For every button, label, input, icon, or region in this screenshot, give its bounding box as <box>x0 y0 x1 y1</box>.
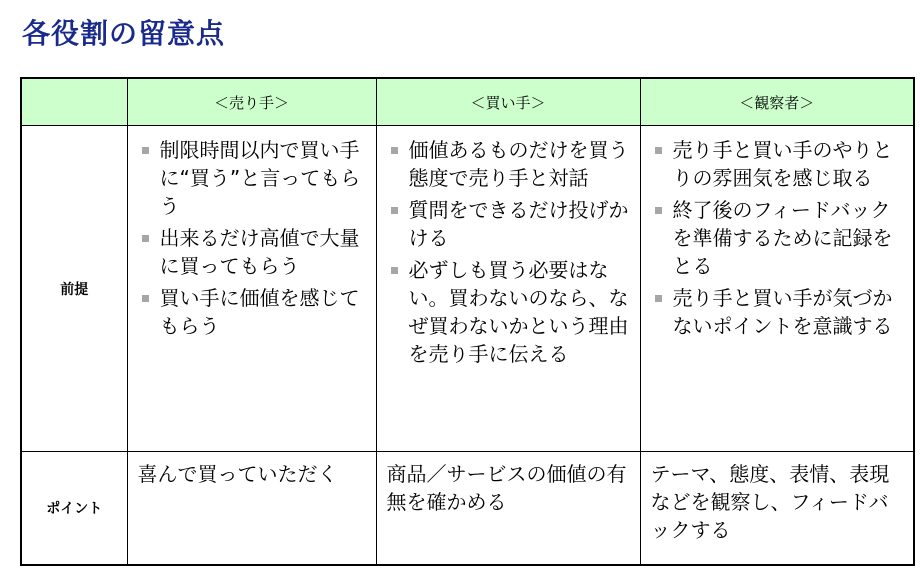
list-item-text: 売り手と買い手が気づかないポイントを意識する <box>672 286 893 338</box>
cell-observer-point <box>640 452 914 566</box>
list-item <box>653 284 908 340</box>
list-item <box>389 196 634 252</box>
roles-table <box>20 77 915 566</box>
row-label-point: ポイント <box>21 452 127 566</box>
cell-text: 喜んで買っていただく <box>137 462 338 486</box>
list-item-text: 出来るだけ高値で大量に買ってもらう <box>159 226 360 278</box>
list-item <box>140 136 370 220</box>
bullet-list <box>377 136 640 368</box>
square-bullet-icon <box>655 295 662 302</box>
list-item-text: 買い手に価値を感じてもらう <box>159 286 360 338</box>
list-item <box>389 136 634 192</box>
bullet-list <box>128 136 376 340</box>
bullet-list <box>641 136 914 340</box>
list-item <box>653 196 908 280</box>
list-item-text: 質問をできるだけ投げかける <box>408 198 629 250</box>
square-bullet-icon <box>655 207 662 214</box>
square-bullet-icon <box>142 235 149 242</box>
square-bullet-icon <box>655 147 662 154</box>
table-row <box>21 126 914 452</box>
list-item <box>389 256 634 368</box>
list-item-text: 必ずしも買う必要はない。買わないのなら、なぜ買わないかという理由を売り手に伝える <box>408 258 629 366</box>
cell-text: 商品／サービスの価値の有無を確かめる <box>386 462 627 514</box>
cell-text: テーマ、態度、表情、表現などを観察し、フィードバックする <box>650 462 890 542</box>
cell-buyer-point <box>376 452 640 566</box>
header-cell-empty <box>21 78 127 126</box>
list-item-text: 終了後のフィードバックを準備するために記録をとる <box>672 198 893 278</box>
table-header-row <box>21 78 914 126</box>
cell-seller-premise <box>127 126 376 452</box>
cell-buyer-premise <box>376 126 640 452</box>
square-bullet-icon <box>142 147 149 154</box>
table-row <box>21 452 914 566</box>
square-bullet-icon <box>142 295 149 302</box>
square-bullet-icon <box>391 267 398 274</box>
square-bullet-icon <box>391 207 398 214</box>
list-item-text: 売り手と買い手のやりとりの雰囲気を感じ取る <box>672 138 893 190</box>
row-label-premise: 前提 <box>21 126 127 452</box>
square-bullet-icon <box>391 147 398 154</box>
list-item <box>653 136 908 192</box>
header-cell-observer: ＜観察者＞ <box>640 78 914 126</box>
cell-seller-point <box>127 452 376 566</box>
list-item-text: 制限時間以内で買い手に“買う”と言ってもらう <box>159 138 361 218</box>
list-item <box>140 284 370 340</box>
cell-observer-premise <box>640 126 914 452</box>
list-item <box>140 224 370 280</box>
list-item-text: 価値あるものだけを買う態度で売り手と対話 <box>408 138 629 190</box>
header-cell-buyer: ＜買い手＞ <box>376 78 640 126</box>
page-title: 各役割の留意点 <box>22 17 226 50</box>
header-cell-seller: ＜売り手＞ <box>127 78 376 126</box>
